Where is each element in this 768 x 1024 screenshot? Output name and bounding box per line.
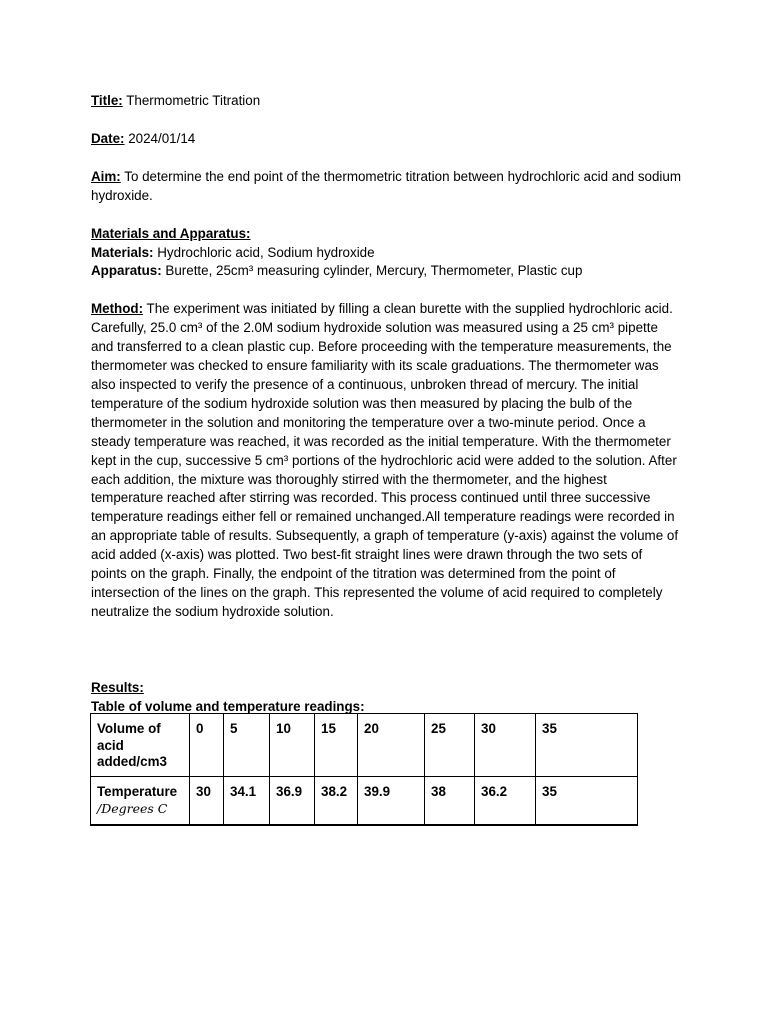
results-heading: Results: [91, 679, 144, 695]
table-cell: 20 [358, 714, 425, 777]
table-cell: 0 [190, 714, 224, 777]
results-table [90, 713, 638, 826]
report-body [91, 92, 681, 717]
table-cell: 38.2 [315, 777, 358, 826]
materials-label: Materials: [91, 244, 154, 260]
table-row-volume [91, 714, 638, 777]
apparatus-value: Burette, 25cm³ measuring cylinder, Mercury, Thermometer, Plastic cup [165, 263, 583, 279]
table-row-temperature [91, 777, 638, 826]
table-cell: 25 [425, 714, 475, 777]
method-value: The experiment was initiated by filling a clean burette with the supplied hydrochloric acid. Carefully, 25.0 cm³ of the 2.0M sodium hydroxide solution was measured using a 25 cm³ pipette and transferred to a clean plastic cup. Before proceeding with the temperature measurements, the thermometer was checked to ensure familiarity with its scale graduations. The thermometer was also inspected to verify the presence of a continuous, unbroken thread of mercury. The initial temperature of the sodium hydroxide solution was then measured by placing the bulb of the thermometer in the solution and monitoring the temperature over a two-minute period. Once a steady temperature was reached, it was recorded as the initial temperature. With the thermometer kept in the cup, successive 5 cm³ portions of the hydrochloric acid were added to the solution. After each addition, the mixture was thoroughly stirred with the thermometer, and the highest temperature reached after stirring was recorded. This process continued until three successive temperature readings either fell or remained unchanged.All temperature readings were recorded in an appropriate table of results. Subsequently, a graph of temperature (y-axis) against the volume of acid added (x-axis) was plotted. Two best-fit straight lines were drawn through the two sets of points on the graph. Finally, the endpoint of the titration was determined from the point of intersection of the lines on the graph. This represented the volume of acid required to completely neutralize the sodium hydroxide solution. [91, 301, 679, 619]
title-value: Thermometric Titration [126, 93, 261, 108]
table-cell: 5 [224, 714, 270, 777]
temperature-unit: /Degrees C [97, 800, 168, 816]
table-cell: 35 [536, 777, 638, 826]
apparatus-line [91, 262, 681, 281]
method-paragraph [91, 300, 681, 621]
table-cell: 38 [425, 777, 475, 826]
table-cell: 30 [190, 777, 224, 826]
method-label: Method: [91, 301, 144, 317]
title-line [91, 92, 681, 111]
table-cell: 34.1 [224, 777, 270, 826]
table-header-temperature [91, 777, 190, 826]
date-line [91, 130, 681, 149]
temperature-label: Temperature [97, 784, 178, 799]
aim-label: Aim: [91, 168, 121, 184]
title-label: Title: [91, 93, 123, 108]
spacer [91, 641, 681, 679]
date-value: 2024/01/14 [128, 130, 196, 146]
materials-line [91, 244, 681, 263]
materials-section [91, 225, 681, 282]
aim-value: To determine the end point of the thermometric titration between hydrochloric acid and sodium hydroxide. [91, 168, 682, 203]
table-cell: 39.9 [358, 777, 425, 826]
table-cell: 35 [536, 714, 638, 777]
table-cell: 36.2 [475, 777, 536, 826]
table-cell: 10 [270, 714, 315, 777]
materials-heading: Materials and Apparatus: [91, 225, 251, 241]
table-header-volume: Volume of acid added/cm3 [91, 714, 190, 777]
date-label: Date: [91, 130, 125, 146]
apparatus-label: Apparatus: [91, 263, 162, 279]
results-section [91, 679, 681, 717]
table-cell: 15 [315, 714, 358, 777]
table-cell: 30 [475, 714, 536, 777]
table-cell: 36.9 [270, 777, 315, 826]
materials-value: Hydrochloric acid, Sodium hydroxide [157, 244, 375, 260]
table-caption: Table of volume and temperature readings: [91, 698, 365, 714]
aim-line [91, 168, 681, 206]
